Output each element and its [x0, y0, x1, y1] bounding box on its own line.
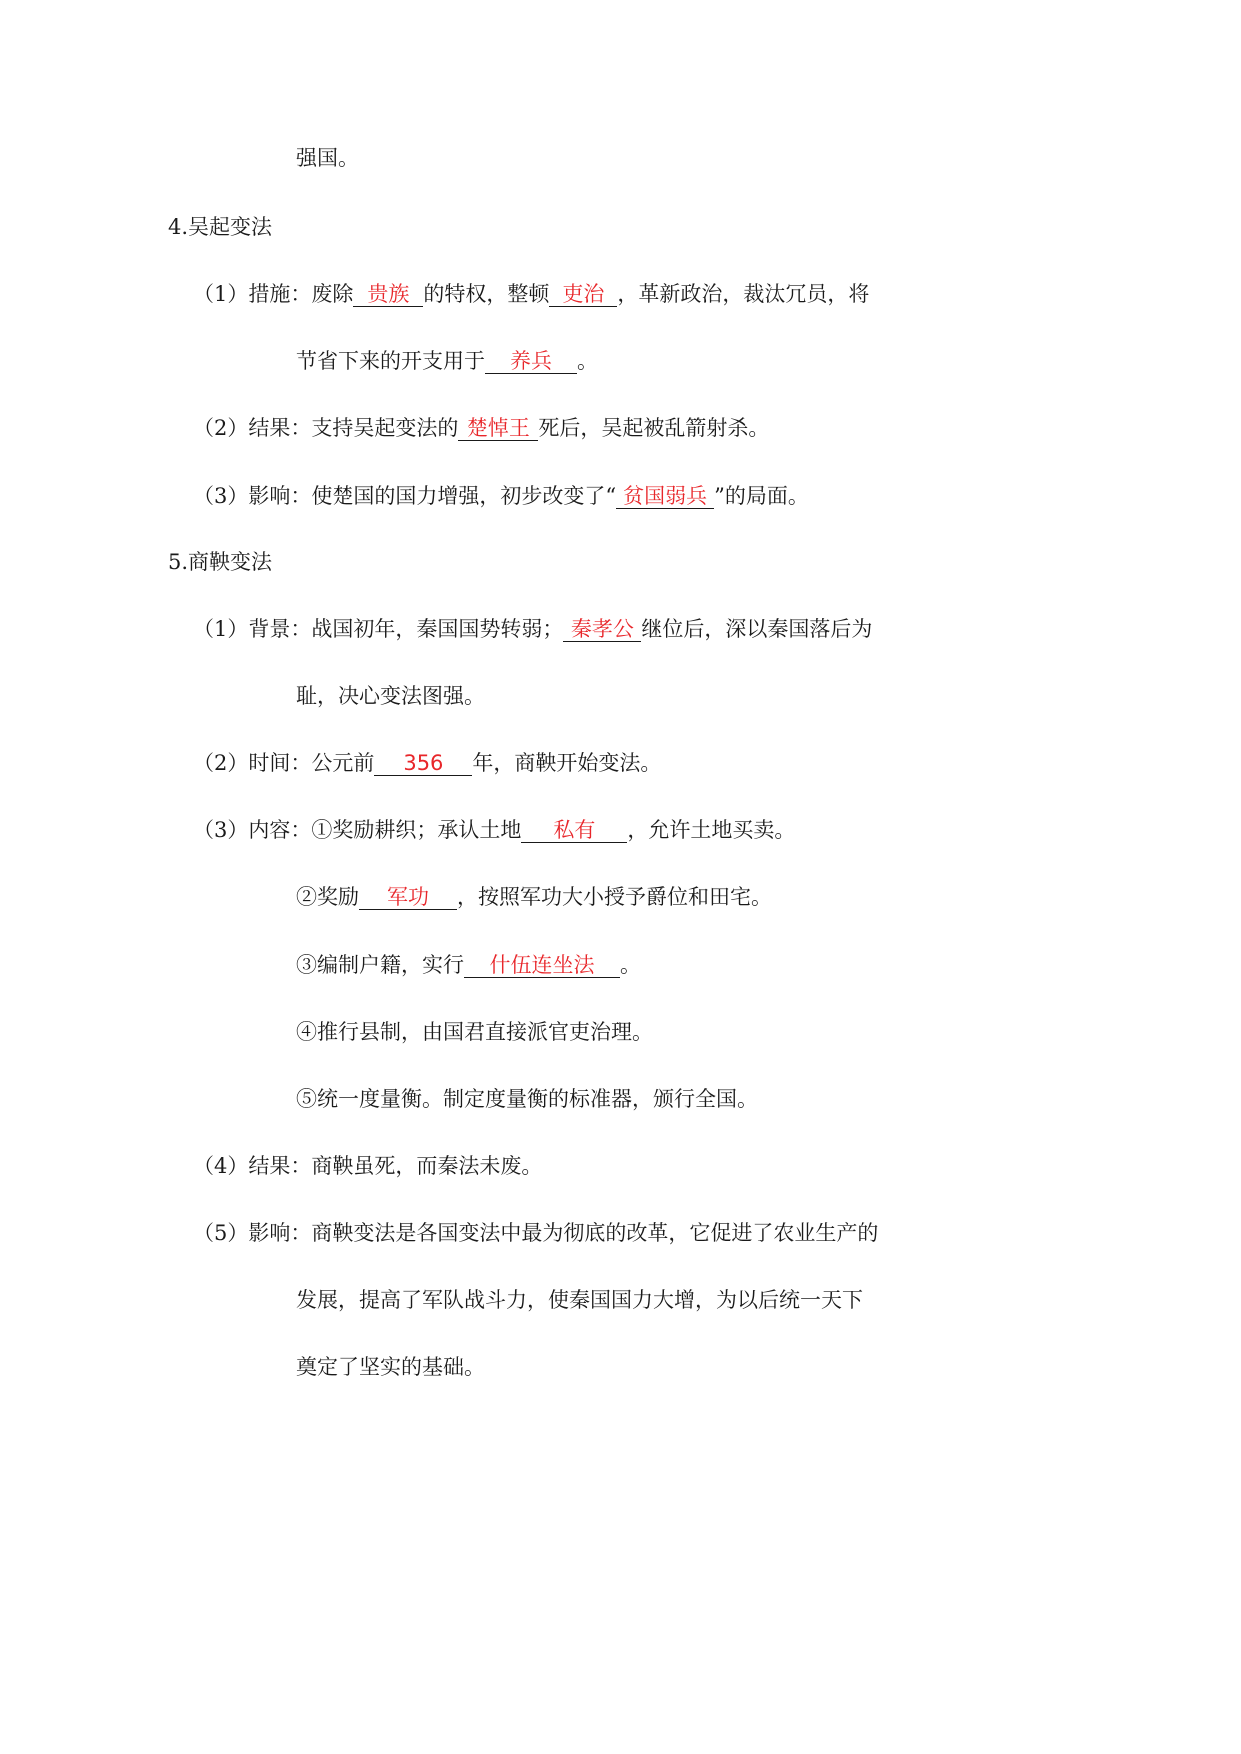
- static-text: 奠定了坚实的基础。: [296, 1355, 485, 1379]
- text-line: [193, 279, 869, 309]
- static-text: （1）措施：废除: [193, 282, 354, 306]
- answer-blank: 军功: [359, 885, 457, 910]
- text-line: [193, 748, 661, 778]
- text-line: [296, 1285, 863, 1315]
- static-text: 节省下来的开支用于: [296, 349, 485, 373]
- static-text: （2）结果：支持吴起变法的: [193, 416, 459, 440]
- text-line: [296, 681, 485, 711]
- answer-blank: 私有: [521, 818, 627, 843]
- text-line: [193, 614, 872, 644]
- text-line: [296, 1084, 758, 1114]
- static-text: 强国。: [296, 146, 359, 170]
- static-text: （3）影响：使楚国的国力增强，初步改变了“: [193, 484, 617, 508]
- static-text: ，按照军功大小授予爵位和田宅。: [457, 885, 772, 909]
- static-text: 。: [620, 953, 641, 977]
- text-line: [296, 346, 598, 376]
- answer-blank: 养兵: [485, 349, 577, 374]
- heading-text: 4.吴起变法: [168, 215, 273, 239]
- static-text: 发展，提高了军队战斗力，使秦国国力大增，为以后统一天下: [296, 1288, 863, 1312]
- static-text: （3）内容：①奖励耕织；承认土地: [193, 818, 522, 842]
- text-line: [193, 815, 795, 845]
- text-line: [193, 1218, 878, 1248]
- text-line: [296, 143, 359, 173]
- answer-blank: 秦孝公: [563, 617, 641, 642]
- static-text: 耻，决心变法图强。: [296, 684, 485, 708]
- static-text: 继位后，深以秦国落后为: [641, 617, 873, 641]
- answer-blank: 贵族: [353, 282, 423, 307]
- answer-blank: 贫国弱兵: [616, 484, 714, 509]
- text-line: [296, 1017, 653, 1047]
- text-line: [296, 882, 772, 912]
- text-line: [296, 950, 641, 980]
- section-heading: [168, 547, 272, 577]
- static-text: ④推行县制，由国君直接派官吏治理。: [296, 1020, 653, 1044]
- static-text: ”的局面。: [714, 484, 809, 508]
- answer-blank: 楚悼王: [458, 416, 538, 441]
- static-text: 年，商鞅开始变法。: [472, 751, 662, 775]
- static-text: （5）影响：商鞅变法是各国变法中最为彻底的改革，它促进了农业生产的: [193, 1221, 879, 1245]
- answer-blank: 356: [374, 751, 472, 776]
- static-text: 。: [577, 349, 598, 373]
- static-text: 的特权，整顿: [423, 282, 550, 306]
- static-text: （1）背景：战国初年，秦国国势转弱；: [193, 617, 564, 641]
- static-text: 死后，吴起被乱箭射杀。: [538, 416, 770, 440]
- static-text: ③编制户籍，实行: [296, 953, 464, 977]
- static-text: ，革新政治，裁汰冗员，将: [617, 282, 870, 306]
- section-heading: [168, 212, 272, 242]
- static-text: （2）时间：公元前: [193, 751, 375, 775]
- text-line: [193, 1151, 542, 1181]
- answer-blank: 什伍连坐法: [464, 953, 620, 978]
- static-text: （4）结果：商鞅虽死，而秦法未废。: [193, 1154, 543, 1178]
- static-text: ②奖励: [296, 885, 359, 909]
- static-text: ，允许土地买卖。: [627, 818, 796, 842]
- text-line: [296, 1352, 485, 1382]
- static-text: ⑤统一度量衡。制定度量衡的标准器，颁行全国。: [296, 1087, 758, 1111]
- heading-text: 5.商鞅变法: [168, 550, 273, 574]
- answer-blank: 吏治: [549, 282, 617, 307]
- text-line: [193, 481, 809, 511]
- text-line: [193, 413, 769, 443]
